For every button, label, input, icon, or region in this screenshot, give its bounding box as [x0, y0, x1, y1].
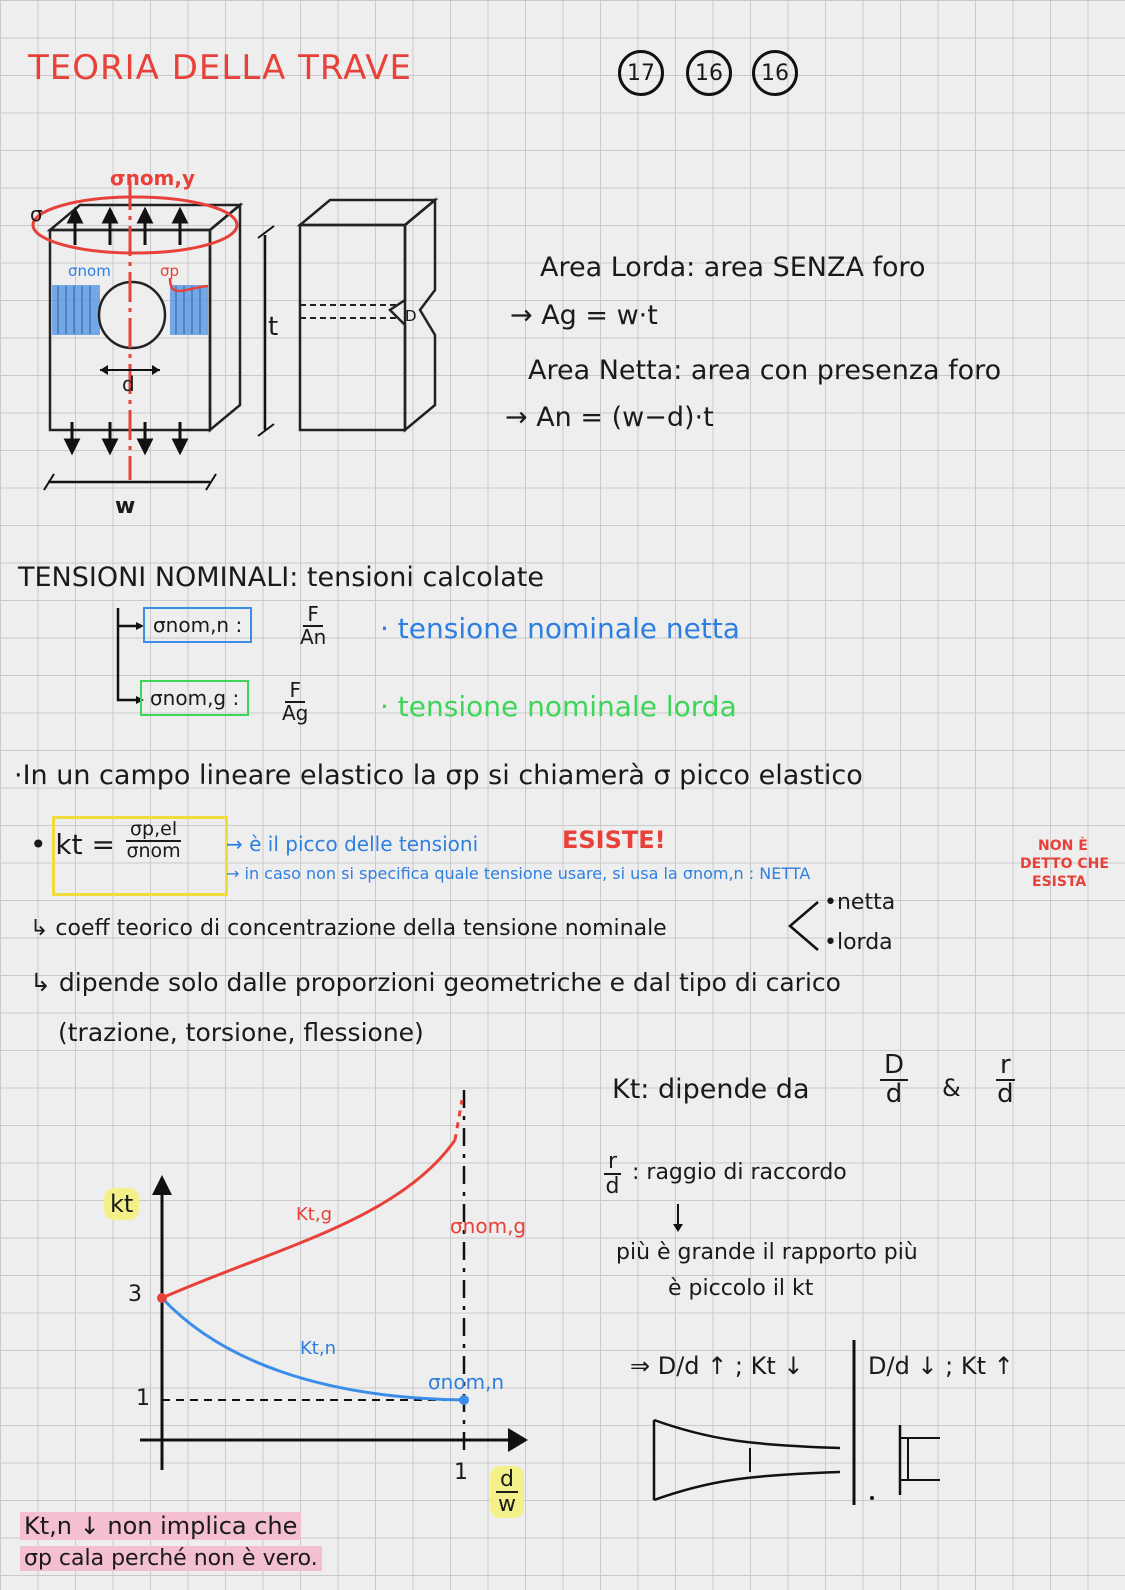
fraction-r-d [996, 1052, 1015, 1109]
y-tick-1: 1 [136, 1386, 150, 1411]
y-axis-label: kt [104, 1188, 139, 1220]
beam-diagram [20, 160, 480, 520]
D-label: D [405, 307, 417, 325]
x-label-num: d [496, 1468, 518, 1493]
kt-dipende-text: Kt: dipende da [612, 1074, 810, 1105]
dipende-line: ↳ dipende solo dalle proporzioni geometriche e dal tipo di carico [30, 968, 841, 997]
tensione-lorda-desc: · tensione nominale lorda [380, 690, 737, 723]
fraction-raggio [604, 1150, 621, 1198]
rule-right: D/d ↓ ; Kt ↑ [868, 1352, 1014, 1380]
down-arrow-icon [668, 1202, 688, 1234]
fraction-den: d [885, 1079, 903, 1110]
sigma-nom-label: σnom [68, 262, 111, 280]
esiste-label: ESISTE! [562, 826, 666, 854]
x-axis-arrow-icon [508, 1428, 528, 1452]
curve-g-label: Kt,g [296, 1204, 333, 1225]
brace-icon [784, 896, 824, 956]
piu-piccolo-text: è piccolo il kt [668, 1276, 814, 1301]
tensioni-heading: TENSIONI NOMINALI: tensioni calcolate [18, 562, 544, 593]
asymptote-n-label: σnom,n [428, 1370, 505, 1394]
fraction-num: D [880, 1052, 908, 1081]
option-netta: •netta [824, 890, 896, 915]
option-lorda: •lorda [824, 930, 893, 955]
fraction-num: F [303, 604, 323, 627]
raggio-text: : raggio di raccordo [632, 1160, 847, 1185]
tipi-carico: (trazione, torsione, flessione) [58, 1018, 424, 1047]
asymptote-g-label: σnom,g [450, 1214, 527, 1238]
kt-fraction [126, 820, 181, 862]
kt-fraction-num: σp,el [126, 820, 181, 842]
point-end [459, 1395, 469, 1405]
page-ref-badge: 16 [752, 50, 798, 96]
footer-note-line2: σp cala perché non è vero. [20, 1546, 322, 1571]
area-lorda-text: Area Lorda: area SENZA foro [540, 252, 926, 283]
fraction-den: d [997, 1079, 1014, 1110]
area-lorda-formula: → Ag = w·t [510, 300, 658, 331]
fraction-D-d [880, 1052, 908, 1109]
tensione-netta-desc: · tensione nominale netta [380, 612, 740, 645]
y-tick-3: 3 [128, 1282, 142, 1307]
d-label: d [122, 372, 135, 396]
kt-fraction-den: σnom [126, 839, 181, 862]
point-start [157, 1293, 167, 1303]
page-title: TEORIA DELLA TRAVE [28, 48, 412, 88]
kt-chart [100, 1080, 560, 1520]
and-symbol: & [942, 1074, 961, 1102]
sigma-nom-n-box: σnom,n : [143, 607, 252, 643]
fraction-f-an [300, 604, 326, 648]
fraction-f-ag [282, 680, 308, 724]
fillet-sketches [640, 1320, 980, 1510]
note-detto-che: DETTO CHE [1020, 856, 1109, 872]
x-axis-label [496, 1468, 518, 1516]
page-ref-badge: 16 [686, 50, 732, 96]
sigma-nom-y-label: σnom,y [110, 166, 196, 190]
fraction-num: r [604, 1150, 621, 1175]
t-label: t [268, 312, 279, 342]
coeff-line: ↳ coeff teorico di concentrazione della tensione nominale [30, 916, 667, 941]
curve-kt-g-dashed [455, 1100, 462, 1140]
area-netta-formula: → An = (w−d)·t [505, 402, 714, 433]
curve-n-label: Kt,n [300, 1338, 336, 1359]
kt-arrow-netta: → in caso non si specifica quale tensione usare, si usa la σnom,n : NETTA [226, 864, 811, 883]
x-tick-1: 1 [454, 1460, 468, 1485]
sigma-nom-g-box: σnom,g : [140, 680, 249, 716]
note-non-e: NON È [1038, 838, 1088, 854]
kt-arrow-peak: → è il picco delle tensioni [226, 832, 479, 856]
sigma-label: σ [30, 202, 43, 226]
page-ref-badge: 17 [618, 50, 664, 96]
fraction-den: d [605, 1174, 620, 1200]
fraction-den: Ag [282, 701, 309, 725]
sigma-p-label: σp [160, 262, 180, 280]
fraction-num: F [285, 680, 305, 703]
fraction-den: An [300, 625, 327, 649]
w-label: w [115, 494, 136, 519]
fraction-num: r [996, 1052, 1015, 1081]
kt-lhs: • kt = [30, 828, 115, 861]
footer-note-line1: Kt,n ↓ non implica che [20, 1512, 301, 1540]
rule-left: ⇒ D/d ↑ ; Kt ↓ [630, 1352, 804, 1380]
piu-grande-text: più è grande il rapporto più [616, 1240, 918, 1265]
campo-elastico-line: ·In un campo lineare elastico la σp si chiamerà σ picco elastico [14, 760, 863, 791]
note-esista: ESISTA [1032, 874, 1087, 890]
area-netta-text: Area Netta: area con presenza foro [528, 355, 1002, 386]
x-label-den: w [497, 1492, 516, 1518]
y-axis-arrow-icon [152, 1175, 172, 1195]
